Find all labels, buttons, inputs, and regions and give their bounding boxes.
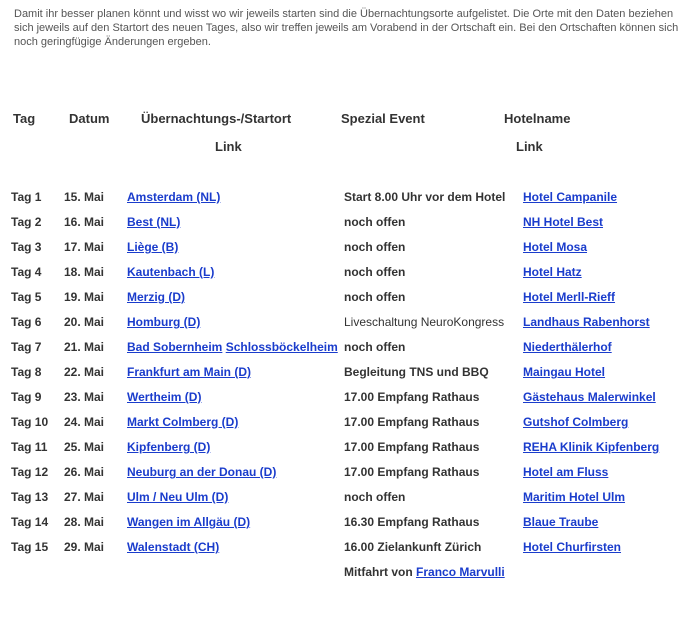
table-row [0, 340, 691, 360]
place-link[interactable]: Walenstadt (CH) [127, 540, 220, 554]
footer-text: Mitfahrt von [344, 565, 413, 579]
table-row [0, 540, 691, 560]
table-row [0, 365, 691, 385]
header-link-hotel: Link [516, 139, 543, 154]
hotel-link[interactable]: Hotel Mosa [523, 240, 588, 254]
table-row [0, 240, 691, 260]
day-label: Tag 10 [11, 415, 49, 429]
event-text: noch offen [344, 340, 406, 354]
place-link[interactable]: Frankfurt am Main (D) [127, 365, 252, 379]
event-text: noch offen [344, 490, 406, 504]
day-label: Tag 7 [11, 340, 42, 354]
hotel-link[interactable]: Blaue Traube [523, 515, 599, 529]
table-row [0, 415, 691, 435]
date: 21. Mai [64, 340, 105, 354]
place-link[interactable]: Kipfenberg (D) [127, 440, 211, 454]
hotel-link[interactable]: Niederthälerhof [523, 340, 612, 354]
header-event: Spezial Event [341, 111, 425, 126]
table-row [0, 215, 691, 235]
table-row [0, 440, 691, 460]
table-row [0, 515, 691, 535]
hotel-link[interactable]: Hotel Hatz [523, 265, 582, 279]
day-label: Tag 14 [11, 515, 49, 529]
day-label: Tag 4 [11, 265, 42, 279]
date: 28. Mai [64, 515, 105, 529]
date: 20. Mai [64, 315, 105, 329]
table-row [0, 315, 691, 335]
event-text: noch offen [344, 240, 406, 254]
place-links [127, 340, 338, 354]
place-link[interactable]: Neuburg an der Donau (D) [127, 465, 277, 479]
hotel-link[interactable]: Hotel am Fluss [523, 465, 609, 479]
place-link[interactable]: Ulm / Neu Ulm (D) [127, 490, 229, 504]
place-link[interactable]: Best (NL) [127, 215, 181, 229]
hotel-link[interactable]: Hotel Campanile [523, 190, 618, 204]
table-row [0, 265, 691, 285]
day-label: Tag 2 [11, 215, 42, 229]
footer-note [344, 565, 505, 579]
header-datum: Datum [69, 111, 110, 126]
date: 24. Mai [64, 415, 105, 429]
table-row [0, 190, 691, 210]
place-link[interactable]: Bad Sobernheim [127, 340, 223, 354]
place-link[interactable]: Amsterdam (NL) [127, 190, 221, 204]
place-link[interactable]: Wangen im Allgäu (D) [127, 515, 251, 529]
day-label: Tag 1 [11, 190, 42, 204]
event-text: Liveschaltung NeuroKongress [344, 315, 505, 329]
place-link[interactable]: Markt Colmberg (D) [127, 415, 239, 429]
hotel-link[interactable]: Landhaus Rabenhorst [523, 315, 650, 329]
table-row [0, 465, 691, 485]
hotel-link[interactable]: Gutshof Colmberg [523, 415, 629, 429]
date: 29. Mai [64, 540, 105, 554]
event-text: Begleitung TNS und BBQ [344, 365, 489, 379]
day-label: Tag 12 [11, 465, 49, 479]
table-row [0, 490, 691, 510]
hotel-link[interactable]: Maritim Hotel Ulm [523, 490, 626, 504]
day-label: Tag 13 [11, 490, 49, 504]
intro-text: Damit ihr besser planen könnt und wisst wo wir jeweils starten sind die Übernachtungsorte aufgelistet. Die Orte mit den Daten beziehen sich jeweils auf den Startort des neuen Tages, also wir treffen jeweils am Vorabend in der Ortschaft ein. Bei den Ortschaften können sich noch geringfügige Änderungen ergeben. [14, 8, 679, 48]
date: 25. Mai [64, 440, 105, 454]
day-label: Tag 6 [11, 315, 42, 329]
date: 23. Mai [64, 390, 105, 404]
hotel-link[interactable]: Hotel Merll-Rieff [523, 290, 616, 304]
header-ort: Übernachtungs-/Startort [141, 111, 292, 126]
event-text: 16.00 Zielankunft Zürich [344, 540, 482, 554]
event-text: 17.00 Empfang Rathaus [344, 415, 480, 429]
event-text: 17.00 Empfang Rathaus [344, 440, 480, 454]
table-row [0, 290, 691, 310]
date: 19. Mai [64, 290, 105, 304]
place-link-secondary[interactable]: Schlossböckelheim [225, 340, 338, 354]
date: 26. Mai [64, 465, 105, 479]
place-link[interactable]: Liège (B) [127, 240, 179, 254]
hotel-link[interactable]: Hotel Churfirsten [523, 540, 622, 554]
day-label: Tag 15 [11, 540, 49, 554]
event-text: 16.30 Empfang Rathaus [344, 515, 480, 529]
header-hotel: Hotelname [504, 111, 571, 126]
day-label: Tag 3 [11, 240, 42, 254]
date: 18. Mai [64, 265, 105, 279]
day-label: Tag 11 [11, 440, 48, 454]
day-label: Tag 8 [11, 365, 42, 379]
event-text: 17.00 Empfang Rathaus [344, 465, 480, 479]
date: 22. Mai [64, 365, 105, 379]
date: 15. Mai [64, 190, 105, 204]
table-row [0, 390, 691, 410]
event-text: noch offen [344, 215, 406, 229]
hotel-link[interactable]: Maingau Hotel [523, 365, 606, 379]
place-link[interactable]: Merzig (D) [127, 290, 185, 304]
footer-person-link[interactable]: Franco Marvulli [416, 565, 505, 579]
day-label: Tag 5 [11, 290, 42, 304]
place-link[interactable]: Kautenbach (L) [127, 265, 215, 279]
day-label: Tag 9 [11, 390, 42, 404]
place-link[interactable]: Wertheim (D) [127, 390, 202, 404]
event-text: noch offen [344, 265, 406, 279]
hotel-link[interactable]: REHA Klinik Kipfenberg [523, 440, 660, 454]
place-link[interactable]: Homburg (D) [127, 315, 201, 329]
event-text: noch offen [344, 290, 406, 304]
date: 17. Mai [64, 240, 105, 254]
date: 16. Mai [64, 215, 105, 229]
header-link-ort: Link [215, 139, 242, 154]
hotel-link[interactable]: Gästehaus Malerwinkel [523, 390, 656, 404]
event-text: 17.00 Empfang Rathaus [344, 390, 480, 404]
header-tag: Tag [13, 111, 36, 126]
date: 27. Mai [64, 490, 105, 504]
event-text: Start 8.00 Uhr vor dem Hotel [344, 190, 506, 204]
hotel-link[interactable]: NH Hotel Best [523, 215, 604, 229]
